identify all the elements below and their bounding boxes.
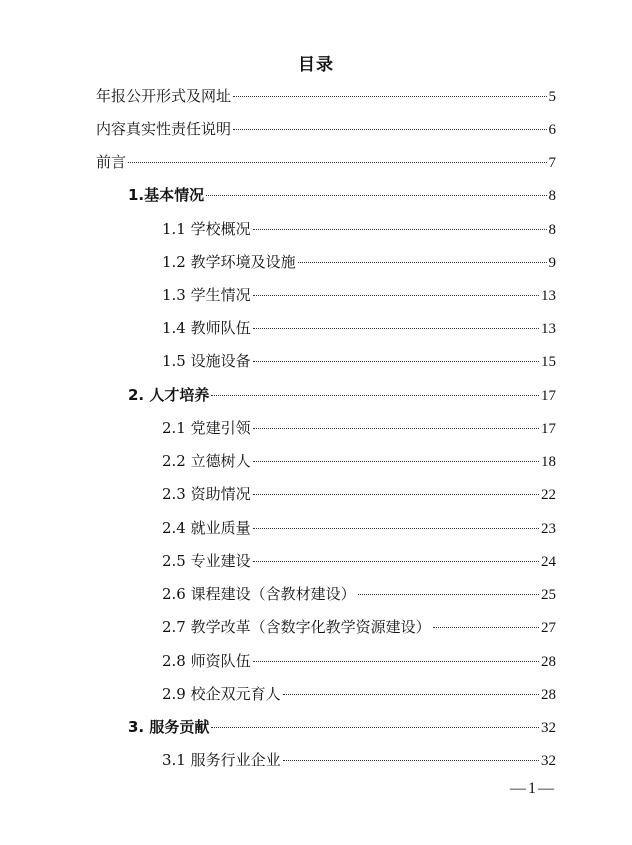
toc-entry[interactable]: [162, 250, 556, 274]
toc-entry-page: 23: [541, 521, 556, 537]
toc-leader: [206, 195, 546, 196]
toc-entry[interactable]: [162, 748, 556, 772]
toc-leader: [283, 694, 539, 695]
toc-entry-page: 28: [541, 654, 556, 670]
toc-entry-label: 内容真实性责任说明: [96, 120, 232, 138]
toc-entry-label: 1.基本情况: [128, 186, 205, 204]
toc-entry-label: 2. 人才培养: [128, 386, 210, 404]
toc-entry-label: 3. 服务贡献: [128, 718, 210, 736]
toc-entry-label: 年报公开形式及网址: [96, 87, 232, 105]
toc-entry-label: 1.3 学生情况: [162, 286, 251, 304]
toc-entry[interactable]: [162, 482, 556, 506]
toc-leader: [253, 428, 539, 429]
toc-leader: [211, 395, 539, 396]
toc-entry-section[interactable]: [128, 715, 556, 739]
toc-entry-page: 8: [548, 222, 556, 238]
toc-leader: [233, 96, 546, 97]
toc-entry-page: 18: [541, 454, 556, 470]
toc-entry-label: 2.7 教学改革（含数字化教学资源建设）: [162, 618, 431, 636]
toc-entry[interactable]: [162, 682, 556, 706]
toc-leader: [298, 262, 547, 263]
toc-entry[interactable]: [162, 316, 556, 340]
toc-entry[interactable]: [162, 217, 556, 241]
toc-leader: [253, 661, 539, 662]
toc-entry[interactable]: [162, 649, 556, 673]
toc-entry[interactable]: [162, 416, 556, 440]
toc-leader: [253, 528, 539, 529]
toc-entry-label: 1.1 学校概况: [162, 220, 251, 238]
toc-entry-label: 前言: [96, 153, 127, 171]
toc-entry-page: 9: [548, 255, 556, 271]
toc-entry[interactable]: [96, 117, 556, 141]
toc-entry-page: 24: [541, 554, 556, 570]
toc-leader: [253, 461, 539, 462]
toc-entry[interactable]: [162, 349, 556, 373]
toc-entry-page: 8: [548, 188, 556, 204]
toc-leader: [358, 594, 539, 595]
toc-entry-label: 3.1 服务行业企业: [162, 751, 281, 769]
toc-entry-page: 27: [541, 620, 556, 636]
toc-entry[interactable]: [162, 615, 556, 639]
toc-entry-section[interactable]: [128, 183, 556, 207]
toc-entry-page: 17: [541, 421, 556, 437]
toc-entry-label: 2.6 课程建设（含教材建设）: [162, 585, 356, 603]
toc-leader: [253, 328, 539, 329]
toc-entry[interactable]: [96, 84, 556, 108]
toc-entry-label: 2.2 立德树人: [162, 452, 251, 470]
toc-entry-label: 1.4 教师队伍: [162, 319, 251, 337]
toc-entry-page: 6: [548, 122, 556, 138]
toc-entry-label: 2.1 党建引领: [162, 419, 251, 437]
toc-entry-label: 2.8 师资队伍: [162, 652, 251, 670]
toc-leader: [253, 361, 539, 362]
toc-leader: [253, 295, 539, 296]
toc-entry-page: 28: [541, 687, 556, 703]
toc-entry-page: 25: [541, 587, 556, 603]
toc-leader: [253, 494, 539, 495]
toc-leader: [128, 162, 546, 163]
toc-entry[interactable]: [162, 516, 556, 540]
toc-entry-page: 32: [541, 753, 556, 769]
toc-entry-page: 32: [541, 720, 556, 736]
toc-entry-page: 13: [541, 288, 556, 304]
toc-entry-label: 2.9 校企双元育人: [162, 685, 281, 703]
toc-entry-page: 17: [541, 388, 556, 404]
page-title: 目录: [298, 55, 334, 75]
toc-entry[interactable]: [96, 150, 556, 174]
toc-entry-label: 1.5 设施设备: [162, 352, 251, 370]
toc-entry-label: 2.5 专业建设: [162, 552, 251, 570]
toc-entry[interactable]: [162, 549, 556, 573]
toc-entry-label: 2.4 就业质量: [162, 519, 251, 537]
toc-entry-page: 13: [541, 321, 556, 337]
toc-entry-label: 1.2 教学环境及设施: [162, 253, 296, 271]
toc-entry-page: 22: [541, 487, 556, 503]
toc-entry[interactable]: [162, 449, 556, 473]
toc-entry-label: 2.3 资助情况: [162, 485, 251, 503]
toc-leader: [211, 727, 539, 728]
toc-leader: [233, 129, 546, 130]
toc-leader: [253, 561, 539, 562]
toc-entry[interactable]: [162, 582, 556, 606]
page-number: —1—: [510, 780, 556, 797]
toc-leader: [433, 627, 539, 628]
toc-entry-section[interactable]: [128, 383, 556, 407]
toc-leader: [283, 760, 539, 761]
toc-entry-page: 7: [548, 155, 556, 171]
toc-entry[interactable]: [162, 283, 556, 307]
toc-entry-page: 15: [541, 354, 556, 370]
toc-entry-page: 5: [548, 89, 556, 105]
toc-leader: [253, 229, 547, 230]
